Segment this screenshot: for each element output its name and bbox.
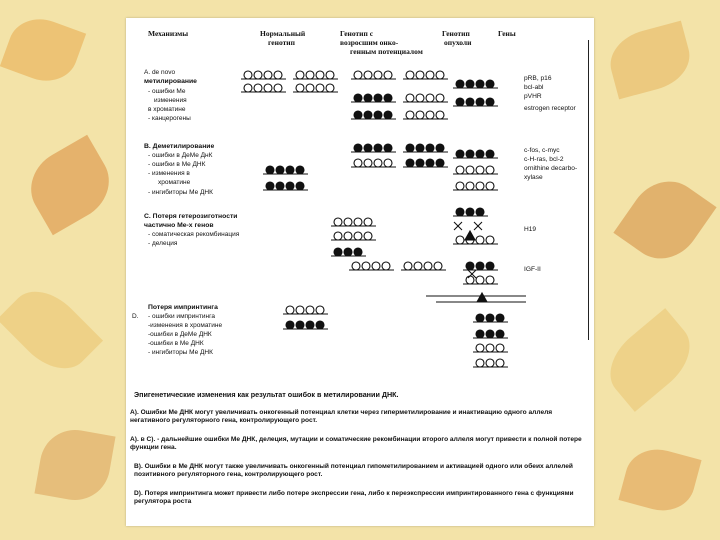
unmethylated-site xyxy=(334,232,342,240)
unmethylated-site xyxy=(416,94,424,102)
unmethylated-site xyxy=(296,71,304,79)
unmethylated-site xyxy=(316,306,324,314)
methylated-site xyxy=(276,182,284,190)
unmethylated-site xyxy=(466,276,474,284)
methylated-site xyxy=(476,150,484,158)
section-d-item: - ошибки импринтинга xyxy=(148,313,215,320)
unmethylated-site xyxy=(274,84,282,92)
methylated-site xyxy=(426,159,434,167)
leaf-decoration xyxy=(34,424,115,505)
gene-label: bcl-abl xyxy=(524,84,544,91)
section-d-item: -ошибки в ДеМе ДНК xyxy=(148,331,212,338)
recombination-marker xyxy=(477,293,487,302)
gene-label: pVHR xyxy=(524,93,542,100)
unmethylated-site xyxy=(406,94,414,102)
methylated-site xyxy=(486,150,494,158)
methylated-site xyxy=(476,80,484,88)
methylated-site xyxy=(374,111,382,119)
unmethylated-site xyxy=(344,218,352,226)
section-c-title: C. Потеря гетерозиготности xyxy=(144,213,238,220)
methylated-site xyxy=(436,144,444,152)
section-a-item: - канцерогены xyxy=(148,115,191,122)
methylated-site xyxy=(384,94,392,102)
unmethylated-site xyxy=(384,71,392,79)
unmethylated-site xyxy=(496,359,504,367)
unmethylated-site xyxy=(434,262,442,270)
gene-label: ornithine decarbo- xyxy=(524,165,578,172)
methylated-site xyxy=(466,80,474,88)
section-c-item: - делеция xyxy=(148,240,178,247)
section-b-item: - ошибки в Me ДНК xyxy=(148,161,206,168)
methylated-site xyxy=(286,321,294,329)
unmethylated-site xyxy=(486,166,494,174)
methylated-site xyxy=(476,330,484,338)
methylated-site xyxy=(496,314,504,322)
leaf-decoration xyxy=(0,277,103,383)
unmethylated-site xyxy=(254,71,262,79)
unmethylated-site xyxy=(264,71,272,79)
section-a-item: - ошибки Me xyxy=(148,88,186,95)
section-b-title: B. Деметилирование xyxy=(144,143,215,150)
methylated-site xyxy=(476,262,484,270)
unmethylated-site xyxy=(364,71,372,79)
header-genes: Гены xyxy=(498,29,516,38)
methylated-site xyxy=(266,166,274,174)
unmethylated-site xyxy=(354,159,362,167)
unmethylated-site xyxy=(362,262,370,270)
methylated-site xyxy=(496,330,504,338)
methylated-site xyxy=(384,111,392,119)
unmethylated-site xyxy=(476,276,484,284)
gene-label-h19: H19 xyxy=(524,226,537,233)
section-b-item: хроматине xyxy=(158,179,191,186)
caption-title: Эпигенетические изменения как результат ошибок в метилировании ДНК. xyxy=(134,390,399,399)
methylated-site xyxy=(306,321,314,329)
leaf-decoration xyxy=(18,135,122,236)
unmethylated-site xyxy=(404,262,412,270)
leaf-decoration xyxy=(618,442,701,518)
gene-label: xylase xyxy=(524,174,543,181)
unmethylated-site xyxy=(354,218,362,226)
methylated-site xyxy=(456,208,464,216)
header-normal-2: генотип xyxy=(268,38,295,47)
header-onco: Генотип с xyxy=(340,29,374,38)
unmethylated-site xyxy=(274,71,282,79)
methylated-site xyxy=(286,182,294,190)
header-tumor: Генотип xyxy=(442,29,470,38)
unmethylated-site xyxy=(466,182,474,190)
unmethylated-site xyxy=(486,276,494,284)
unmethylated-site xyxy=(436,94,444,102)
unmethylated-site xyxy=(426,71,434,79)
unmethylated-site xyxy=(364,232,372,240)
methylated-site xyxy=(476,314,484,322)
methylated-site xyxy=(416,144,424,152)
methylated-site xyxy=(296,321,304,329)
caption-paragraph: A). в C). - дальнейшие ошибки Me ДНК, делеция, мутации и соматические рекомбинации второго аллеля могут привести к полной потере функции гена. xyxy=(130,436,582,452)
caption-paragraph: B). Ошибки в Me ДНК могут также увеличивать онкогенный потенциал гипометилированием и активацией одного или обеих аллелей позитивного регуляторного гена, контролирующего рост. xyxy=(134,463,573,479)
gene-label: pRB, p16 xyxy=(524,75,552,82)
unmethylated-site xyxy=(316,84,324,92)
methylated-site xyxy=(406,144,414,152)
caption-paragraph: A). Ошибки Me ДНК могут увеличивать онкогенный потенциал клетки через гиперметилирование и инактивацию одного аллеля негативного регуляторного гена, контролирующего рост. xyxy=(130,409,553,425)
unmethylated-site xyxy=(244,84,252,92)
unmethylated-site xyxy=(486,182,494,190)
methylated-site xyxy=(266,182,274,190)
methylated-site xyxy=(364,94,372,102)
unmethylated-site xyxy=(476,182,484,190)
leaf-decoration xyxy=(604,21,697,100)
unmethylated-site xyxy=(286,306,294,314)
unmethylated-site xyxy=(326,71,334,79)
unmethylated-site xyxy=(326,84,334,92)
methylated-site xyxy=(316,321,324,329)
section-d-title: Потеря импринтинга xyxy=(148,304,218,311)
unmethylated-site xyxy=(296,306,304,314)
methylated-site xyxy=(416,159,424,167)
methylated-site xyxy=(276,166,284,174)
methylated-site xyxy=(296,166,304,174)
methylated-site xyxy=(436,159,444,167)
methylated-site xyxy=(354,144,362,152)
methylated-site xyxy=(486,98,494,106)
methylated-site xyxy=(374,94,382,102)
unmethylated-site xyxy=(374,71,382,79)
leaf-decoration xyxy=(0,10,86,90)
unmethylated-site xyxy=(296,84,304,92)
unmethylated-site xyxy=(416,111,424,119)
section-d-item: -изменения в хроматине xyxy=(148,322,223,329)
unmethylated-site xyxy=(476,344,484,352)
unmethylated-site xyxy=(406,111,414,119)
unmethylated-site xyxy=(352,262,360,270)
methylated-site xyxy=(486,80,494,88)
unmethylated-site xyxy=(456,236,464,244)
methylated-site xyxy=(344,248,352,256)
methylated-site xyxy=(354,111,362,119)
methylated-site xyxy=(486,330,494,338)
methylated-site xyxy=(466,150,474,158)
section-c-item: - соматическая рекомбинация xyxy=(148,231,240,238)
unmethylated-site xyxy=(254,84,262,92)
gene-label: c-H-ras, bcl-2 xyxy=(524,156,564,163)
unmethylated-site xyxy=(486,344,494,352)
methylated-site xyxy=(364,144,372,152)
methylated-site xyxy=(364,111,372,119)
gene-label-igf2: IGF-II xyxy=(524,266,541,273)
section-b-item: - ошибки в ДеМе ДнК xyxy=(148,152,213,159)
unmethylated-site xyxy=(364,218,372,226)
unmethylated-site xyxy=(244,71,252,79)
unmethylated-site xyxy=(456,182,464,190)
unmethylated-site xyxy=(374,159,382,167)
section-c-title-2: частично Ме-х генов xyxy=(144,222,214,229)
leaf-decoration xyxy=(613,167,716,273)
methylated-site xyxy=(406,159,414,167)
unmethylated-site xyxy=(476,236,484,244)
section-d-item: -ошибки в Me ДНК xyxy=(148,340,204,347)
header-mechanisms: Механизмы xyxy=(148,29,189,38)
methylated-site xyxy=(334,248,342,256)
section-a-title-2: метилирование xyxy=(144,78,197,85)
unmethylated-site xyxy=(334,218,342,226)
methylated-site xyxy=(466,208,474,216)
methylated-site xyxy=(384,144,392,152)
unmethylated-site xyxy=(476,166,484,174)
methylated-site xyxy=(456,150,464,158)
methylated-site xyxy=(466,262,474,270)
unmethylated-site xyxy=(344,232,352,240)
unmethylated-site xyxy=(456,166,464,174)
unmethylated-site xyxy=(384,159,392,167)
methylated-site xyxy=(354,248,362,256)
unmethylated-site xyxy=(306,84,314,92)
unmethylated-site xyxy=(476,359,484,367)
section-a-item: изменения xyxy=(154,97,187,104)
allele-diagram xyxy=(126,18,594,388)
gene-label: c-fos, c-myc xyxy=(524,147,560,154)
methylated-site xyxy=(354,94,362,102)
methylated-site xyxy=(426,144,434,152)
methylated-site xyxy=(476,208,484,216)
unmethylated-site xyxy=(306,71,314,79)
methylated-site xyxy=(456,80,464,88)
recombination-marker xyxy=(465,231,475,240)
document-page xyxy=(126,18,594,526)
unmethylated-site xyxy=(486,236,494,244)
section-b-item: - ингибиторы Me ДНК xyxy=(148,189,213,196)
unmethylated-site xyxy=(426,111,434,119)
unmethylated-site xyxy=(354,232,362,240)
unmethylated-site xyxy=(486,359,494,367)
section-d-item: - ингибиторы Me ДНК xyxy=(148,349,213,356)
unmethylated-site xyxy=(372,262,380,270)
unmethylated-site xyxy=(426,94,434,102)
gene-label: estrogen receptor xyxy=(524,105,576,112)
header-normal: Нормальный xyxy=(260,29,306,38)
unmethylated-site xyxy=(306,306,314,314)
leaf-decoration xyxy=(596,308,704,412)
unmethylated-site xyxy=(264,84,272,92)
header-onco-2: возросшим онко- xyxy=(340,38,399,47)
section-b-item: - изменения в xyxy=(148,170,190,177)
unmethylated-site xyxy=(414,262,422,270)
unmethylated-site xyxy=(406,71,414,79)
methylated-site xyxy=(456,98,464,106)
section-a-item: в хроматине xyxy=(148,106,186,113)
unmethylated-site xyxy=(436,111,444,119)
methylated-site xyxy=(466,98,474,106)
unmethylated-site xyxy=(316,71,324,79)
section-a-title: A. de novo xyxy=(144,69,176,76)
methylated-site xyxy=(476,98,484,106)
unmethylated-site xyxy=(364,159,372,167)
methylated-site xyxy=(296,182,304,190)
unmethylated-site xyxy=(436,71,444,79)
unmethylated-site xyxy=(424,262,432,270)
unmethylated-site xyxy=(382,262,390,270)
section-d-letter: D. xyxy=(132,313,139,320)
unmethylated-site xyxy=(416,71,424,79)
methylated-site xyxy=(374,144,382,152)
methylated-site xyxy=(286,166,294,174)
header-tumor-2: опухоли xyxy=(444,38,472,47)
header-onco-3: генным потенциалом xyxy=(350,47,423,56)
unmethylated-site xyxy=(496,344,504,352)
methylated-site xyxy=(486,314,494,322)
methylated-site xyxy=(486,262,494,270)
unmethylated-site xyxy=(354,71,362,79)
caption-paragraph: D). Потеря импринтинга может привести либо потере экспрессии гена, либо к переэкспрессии импринтированного гена с функциями регулятора роста xyxy=(134,490,574,506)
unmethylated-site xyxy=(466,166,474,174)
